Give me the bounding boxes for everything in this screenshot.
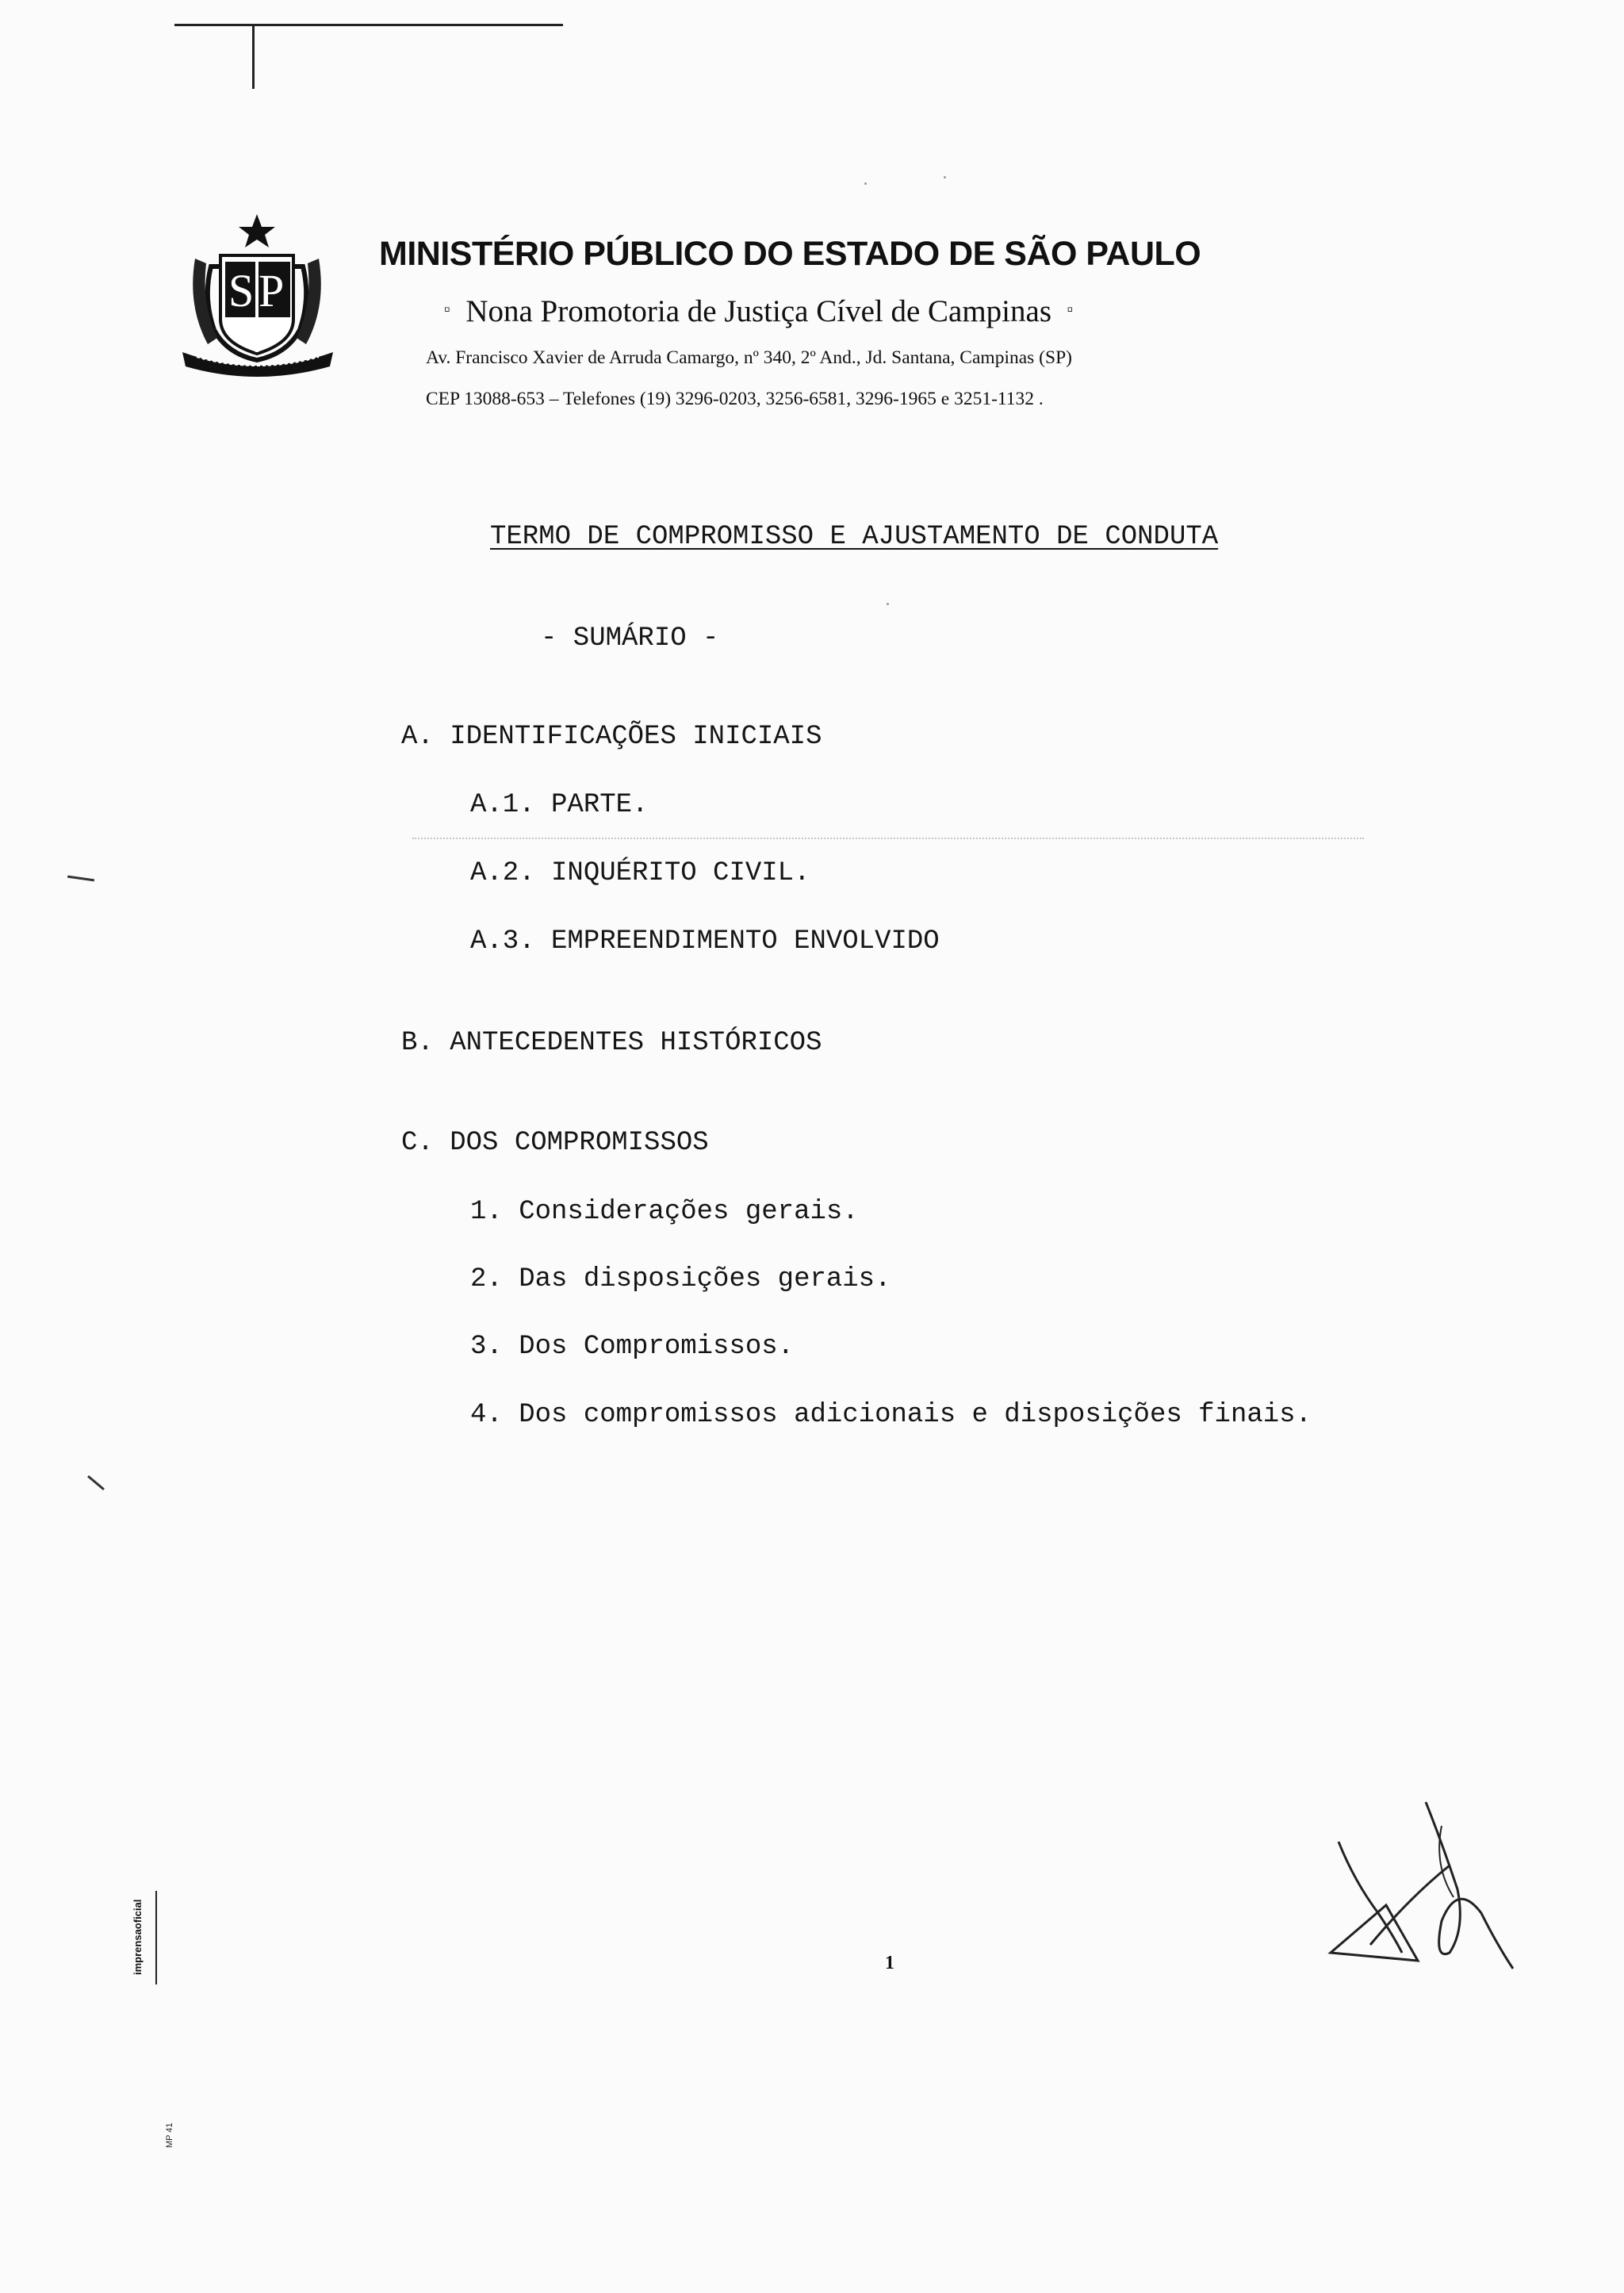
list-item: 2. Das disposições gerais. (470, 1264, 891, 1294)
scan-dotted-line (412, 838, 1364, 841)
svg-text:S: S (228, 265, 255, 316)
handwritten-signature (1323, 1794, 1521, 1984)
list-item: 3. Dos Compromissos. (470, 1332, 795, 1362)
list-item: A.1. PARTE. (470, 790, 649, 820)
bullet-icon: ▫ (444, 299, 450, 319)
office-contact: CEP 13088-653 – Telefones (19) 3296-0203, 3256-6581, 3296-1965 e 3251-1132 . (426, 389, 1044, 409)
section-b-heading: B. ANTECEDENTES HISTÓRICOS (401, 1028, 822, 1058)
scan-speck (864, 182, 867, 185)
section-a-heading: A. IDENTIFICAÇÕES INICIAIS (401, 722, 822, 752)
document-title: TERMO DE COMPROMISSO E AJUSTAMENTO DE CONDUTA (490, 522, 1219, 552)
office-name (444, 293, 1237, 329)
form-code: MP 41 (165, 2122, 174, 2148)
list-item: A.2. INQUÉRITO CIVIL. (470, 858, 810, 888)
list-item: 1. Considerações gerais. (470, 1197, 859, 1227)
scan-top-rule (174, 24, 563, 26)
side-rule (155, 1891, 157, 1984)
sao-paulo-coat-of-arms-icon (179, 211, 338, 382)
svg-text:P: P (259, 265, 285, 316)
scan-top-tick (252, 25, 255, 89)
print-office-label: imprensaoficial (132, 1899, 144, 1975)
office-label: Nona Promotoria de Justiça Cível de Campinas (465, 294, 1052, 328)
page-number: 1 (885, 1953, 894, 1973)
scan-speck (944, 176, 946, 178)
summary-heading: - SUMÁRIO - (541, 623, 719, 654)
scan-left-mark-lower (87, 1475, 105, 1490)
list-item: 4. Dos compromissos adicionais e disposições finais. (470, 1400, 1312, 1430)
office-address: Av. Francisco Xavier de Arruda Camargo, nº 340, 2º And., Jd. Santana, Campinas (SP) (426, 347, 1072, 368)
scan-speck (887, 603, 889, 605)
bullet-icon: ▫ (1067, 299, 1074, 319)
institution-name: MINISTÉRIO PÚBLICO DO ESTADO DE SÃO PAULO (379, 235, 1201, 273)
section-c-heading: C. DOS COMPROMISSOS (401, 1128, 709, 1158)
scan-left-mark (67, 876, 94, 882)
list-item: A.3. EMPREENDIMENTO ENVOLVIDO (470, 926, 940, 957)
